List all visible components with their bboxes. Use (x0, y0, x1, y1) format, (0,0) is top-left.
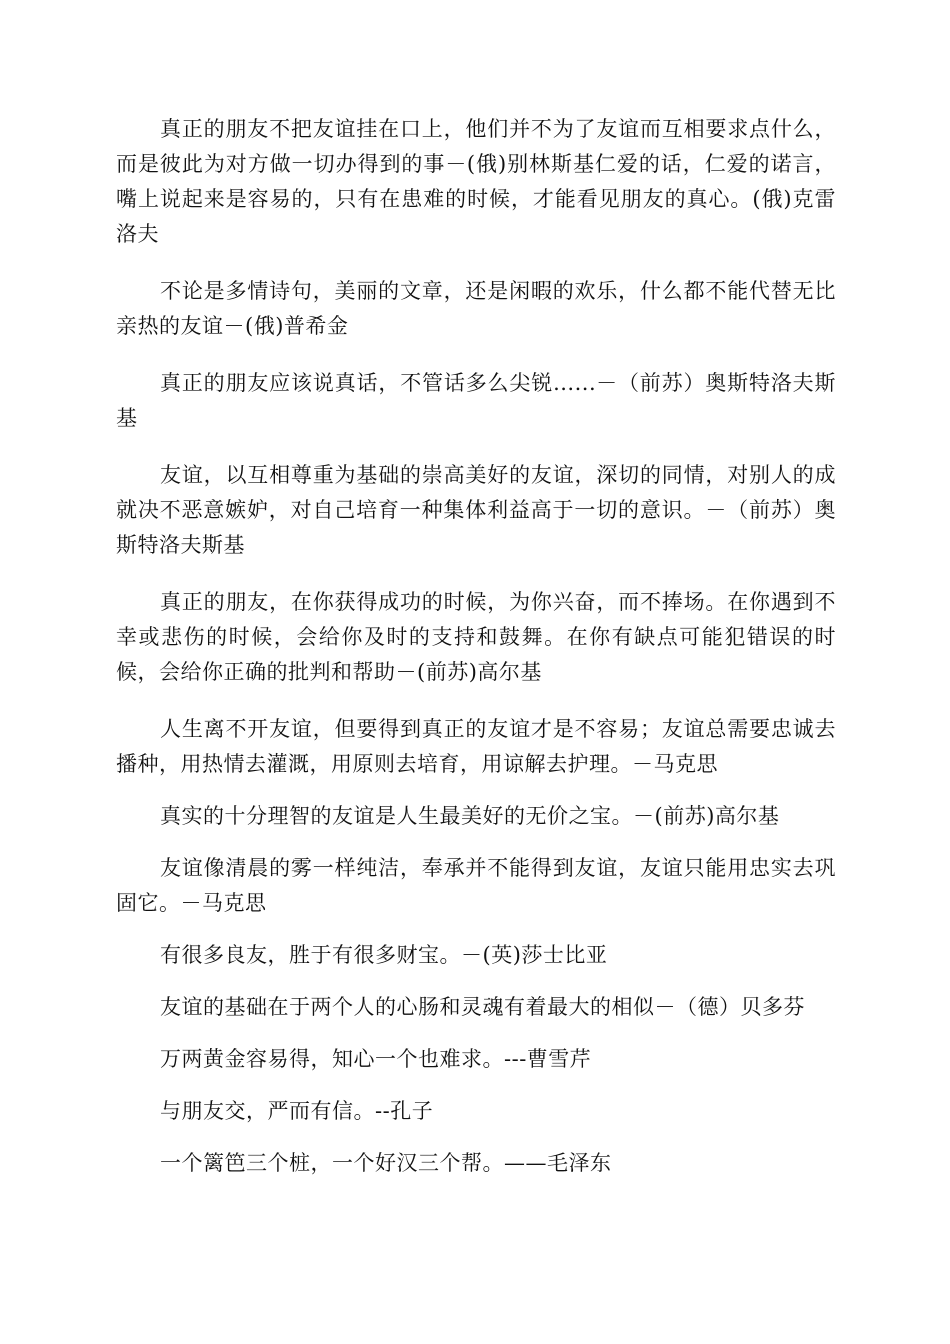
quote-paragraph: 真正的朋友应该说真话，不管话多么尖锐......－（前苏）奥斯特洛夫斯基 (116, 371, 836, 430)
quote-paragraph: 一个篱笆三个桩，一个好汉三个帮。——毛泽东 (160, 1151, 612, 1175)
quote-paragraph: 有很多良友，胜于有很多财宝。－(英)莎士比亚 (160, 943, 608, 967)
quote-paragraph: 友谊的基础在于两个人的心肠和灵魂有着最大的相似－（德）贝多芬 (160, 995, 805, 1019)
quote-paragraph: 不论是多情诗句，美丽的文章，还是闲暇的欢乐，什么都不能代替无比亲热的友谊－(俄)普希金 (116, 279, 836, 338)
quote-paragraph: 真正的朋友，在你获得成功的时候，为你兴奋，而不捧场。在你遇到不幸或悲伤的时候，会给你及时的支持和鼓舞。在你有缺点可能犯错误的时候，会给你正确的批判和帮助－(前苏)高尔基 (116, 590, 836, 684)
quote-paragraph: 人生离不开友谊，但要得到真正的友谊才是不容易；友谊总需要忠诚去播种，用热情去灌溉，用原则去培育，用谅解去护理。－马克思 (116, 717, 836, 776)
quote-paragraph: 真正的朋友不把友谊挂在口上，他们并不为了友谊而互相要求点什么，而是彼此为对方做一切办得到的事－(俄)别林斯基仁爱的话，仁爱的诺言，嘴上说起来是容易的，只有在患难的时候，才能看见朋友的真心。(俄)克雷洛夫 (116, 117, 836, 246)
document-page (116, 112, 836, 1198)
quote-paragraph: 真实的十分理智的友谊是人生最美好的无价之宝。－(前苏)高尔基 (160, 804, 780, 828)
quote-paragraph: 万两黄金容易得，知心一个也难求。---曹雪芹 (160, 1047, 592, 1071)
quote-paragraph: 友谊，以互相尊重为基础的崇高美好的友谊，深切的同情，对别人的成就决不恶意嫉妒，对自己培育一种集体利益高于一切的意识。－（前苏）奥斯特洛夫斯基 (116, 463, 836, 557)
quote-paragraph: 友谊像清晨的雾一样纯洁，奉承并不能得到友谊，友谊只能用忠实去巩固它。－马克思 (116, 856, 836, 915)
quote-paragraph: 与朋友交，严而有信。--孔子 (160, 1099, 434, 1123)
